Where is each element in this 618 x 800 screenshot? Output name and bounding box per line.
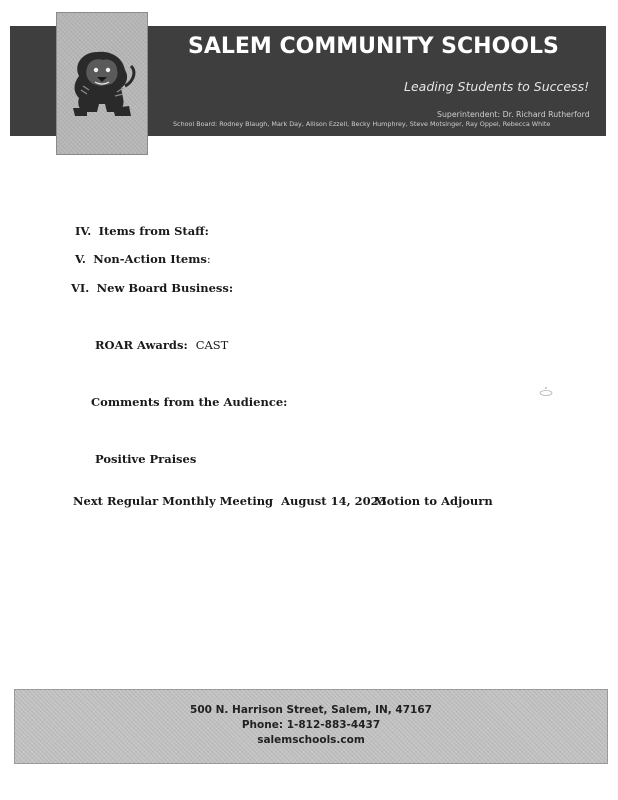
agenda-item-colon: : <box>204 224 209 238</box>
footer-phone: Phone: 1-812-883-4437 <box>241 719 381 731</box>
agenda-item-colon: : <box>206 252 211 266</box>
agenda-item-number: IV. <box>75 224 92 238</box>
agenda-item-label: Non-Action Items <box>93 252 207 266</box>
next-meeting-line <box>73 494 387 508</box>
roar-awards-line <box>95 338 228 352</box>
agenda-item-v <box>75 252 211 266</box>
footer-website: salemschools.com <box>257 734 365 746</box>
school-name-title: SALEM COMMUNITY SCHOOLS <box>188 34 559 59</box>
agenda-item-iv <box>75 224 209 238</box>
agenda-item-label: Items from Staff <box>98 224 205 238</box>
tagline-text: Leading Students to Success! <box>404 79 590 94</box>
school-board-text: School Board: Rodney Blaugh, Mark Day, Allison Ezzell, Becky Humphrey, Steve Motsinger, Ray Oppel, Rebecca White <box>173 120 551 128</box>
scan-artifact-mark <box>537 384 555 398</box>
agenda-item-colon: : <box>228 281 234 295</box>
lion-mascot-icon <box>65 46 141 124</box>
agenda-item-label: New Board Business <box>96 281 229 295</box>
superintendent-text: Superintendent: Dr. Richard Rutherford <box>437 110 590 119</box>
next-meeting-date: August 14, 2023 <box>281 494 387 508</box>
footer-contact-box <box>14 689 608 764</box>
positive-praises-heading: Positive Praises <box>95 452 197 466</box>
motion-to-adjourn: Motion to Adjourn <box>374 494 493 508</box>
footer-address: 500 N. Harrison Street, Salem, IN, 47167 <box>190 704 432 716</box>
logo-panel <box>56 12 148 155</box>
roar-awards-value: CAST <box>195 338 229 352</box>
agenda-item-number: V. <box>75 252 86 266</box>
roar-awards-label: ROAR Awards: <box>95 338 188 352</box>
next-meeting-label: Next Regular Monthly Meeting <box>73 494 274 508</box>
agenda-item-vi <box>71 281 233 295</box>
agenda-item-number: VI. <box>71 281 90 295</box>
audience-comments-heading: Comments from the Audience: <box>91 395 288 409</box>
